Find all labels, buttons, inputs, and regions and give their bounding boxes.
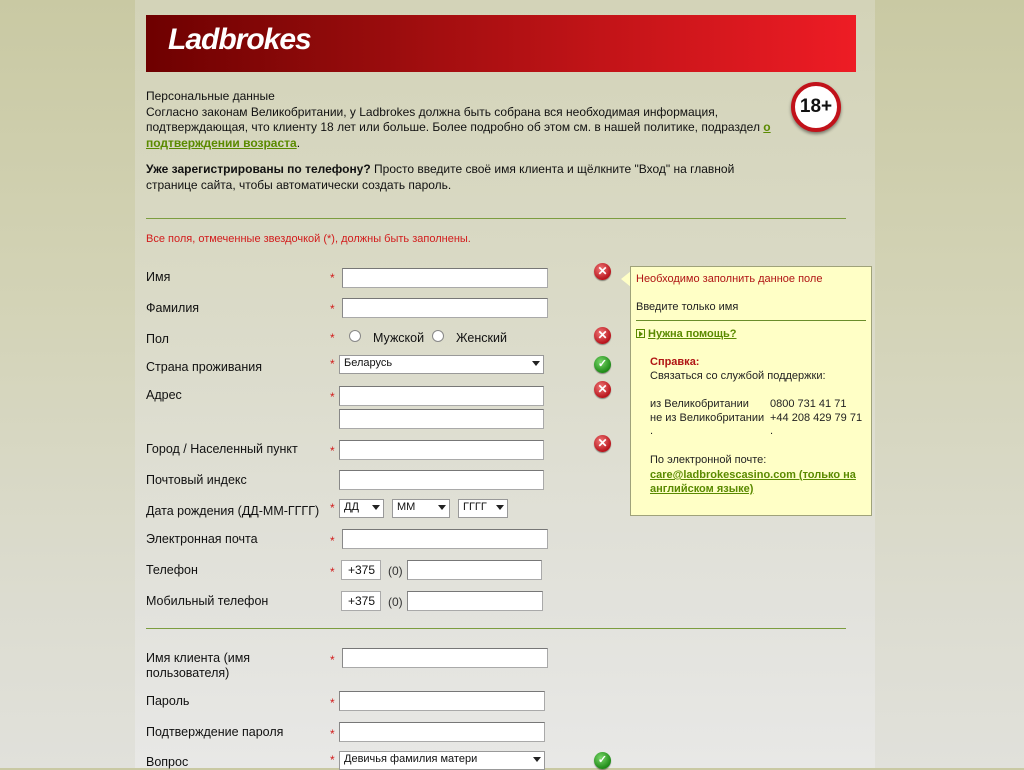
ladbrokes-logo[interactable]: Ladbrokes bbox=[168, 23, 311, 56]
help-nonuk-label: не из Великобритании bbox=[650, 412, 765, 424]
required-star: * bbox=[330, 390, 335, 404]
username-label: Имя клиента (имя пользователя) bbox=[146, 651, 251, 680]
chevron-down-icon bbox=[438, 505, 446, 510]
chevron-down-icon bbox=[532, 361, 540, 366]
phone-registered-text: Просто введите своё имя клиента и щёлкните "Вход" на главной странице сайта, чтобы автоматически создать пароль. bbox=[146, 162, 735, 192]
postcode-label: Почтовый индекс bbox=[146, 473, 247, 487]
help-panel: Необходимо заполнить данное поле Введите только имя Нужна помощь? Справка: Связаться со службой поддержки: из Великобритании 0800 731 41 71 не из Великобритании +44 208 429 79 71 . . По электронной почте: care@ladbrokescasino.com (только на английском языке) bbox=[630, 266, 872, 516]
intro-heading: Персональные данные bbox=[146, 89, 275, 103]
address-line1-input[interactable] bbox=[339, 386, 544, 406]
last-name-input[interactable] bbox=[342, 298, 548, 318]
gender-male-label[interactable]: Мужской bbox=[373, 331, 425, 345]
question-select-value: Девичья фамилия матери bbox=[344, 753, 478, 765]
required-star: * bbox=[330, 534, 335, 548]
intro-paragraph: Согласно законам Великобритании, у Ladbrokes должна быть собрана вся необходимая информация, подтверждающая, что клиенту 18 лет или больше. Более подробно об этом см. в нашей политике, подраздел bbox=[146, 104, 764, 134]
mobile-label: Мобильный телефон bbox=[146, 594, 269, 608]
checkmark-icon: ✓ bbox=[594, 752, 611, 769]
dob-day-select[interactable]: ДД bbox=[339, 499, 384, 518]
mobile-prefix: +375 bbox=[341, 591, 381, 611]
phone-label: Телефон bbox=[146, 563, 198, 577]
mobile-zero: (0) bbox=[388, 595, 403, 609]
password-label: Пароль bbox=[146, 694, 190, 708]
error-icon: ✕ bbox=[594, 381, 611, 398]
required-star: * bbox=[330, 501, 335, 515]
question-select[interactable] bbox=[339, 751, 545, 770]
need-help-link[interactable]: Нужна помощь? bbox=[636, 328, 737, 340]
country-select-value: Беларусь bbox=[344, 357, 393, 369]
required-star: * bbox=[330, 302, 335, 316]
required-star: * bbox=[330, 357, 335, 371]
first-name-input[interactable] bbox=[342, 268, 548, 288]
required-star: * bbox=[330, 331, 335, 345]
password-input[interactable] bbox=[339, 691, 545, 711]
help-uk-label: из Великобритании bbox=[650, 398, 749, 410]
gender-female-label[interactable]: Женский bbox=[456, 331, 507, 345]
question-label: Вопрос bbox=[146, 755, 189, 769]
required-star: * bbox=[330, 727, 335, 741]
error-icon: ✕ bbox=[594, 435, 611, 452]
city-label: Город / Населенный пункт bbox=[146, 442, 298, 456]
help-nonuk-phone: +44 208 429 79 71 bbox=[770, 412, 863, 424]
email-input[interactable] bbox=[342, 529, 548, 549]
address-label: Адрес bbox=[146, 388, 182, 402]
postcode-input[interactable] bbox=[339, 470, 544, 490]
gender-male-radio[interactable] bbox=[349, 330, 361, 342]
required-star: * bbox=[330, 653, 335, 667]
dob-month-select[interactable]: ММ bbox=[392, 499, 450, 518]
error-icon: ✕ bbox=[594, 263, 611, 280]
support-email-link[interactable]: care@ladbrokescasino.com (только на английском языке) bbox=[650, 469, 856, 495]
email-label: Электронная почта bbox=[146, 532, 258, 546]
divider bbox=[146, 628, 846, 629]
checkmark-icon: ✓ bbox=[594, 356, 611, 373]
expand-arrow-icon bbox=[636, 329, 645, 338]
divider bbox=[146, 218, 846, 219]
required-star: * bbox=[330, 696, 335, 710]
required-fields-note: Все поля, отмеченные звездочкой (*), должны быть заполнены. bbox=[146, 233, 471, 245]
required-star: * bbox=[330, 753, 335, 767]
help-email-label: По электронной почте: bbox=[650, 454, 767, 466]
city-input[interactable] bbox=[339, 440, 544, 460]
chevron-down-icon bbox=[496, 505, 504, 510]
phone-registered-heading: Уже зарегистрированы по телефону? bbox=[146, 162, 371, 176]
age-verification-link[interactable]: о подтверждении возраста bbox=[146, 120, 771, 150]
mobile-input[interactable] bbox=[407, 591, 543, 611]
required-star: * bbox=[330, 271, 335, 285]
help-contact-text: Связаться со службой поддержки: bbox=[650, 370, 826, 382]
phone-zero: (0) bbox=[388, 564, 403, 578]
error-icon: ✕ bbox=[594, 327, 611, 344]
last-name-label: Фамилия bbox=[146, 301, 200, 315]
password-confirm-label: Подтверждение пароля bbox=[146, 725, 284, 739]
dob-year-select[interactable]: ГГГГ bbox=[458, 499, 508, 518]
header-banner bbox=[146, 15, 856, 72]
help-divider bbox=[636, 320, 866, 321]
help-title: Справка: bbox=[650, 356, 700, 368]
country-label: Страна проживания bbox=[146, 360, 262, 374]
country-select[interactable] bbox=[339, 355, 544, 374]
dob-label: Дата рождения (ДД-ММ-ГГГГ) bbox=[146, 504, 320, 518]
chevron-down-icon bbox=[533, 757, 541, 762]
password-confirm-input[interactable] bbox=[339, 722, 545, 742]
phone-prefix: +375 bbox=[341, 560, 381, 580]
required-star: * bbox=[330, 444, 335, 458]
age-18-badge: 18+ bbox=[791, 82, 841, 132]
chevron-down-icon bbox=[372, 505, 380, 510]
username-input[interactable] bbox=[342, 648, 548, 668]
phone-input[interactable] bbox=[407, 560, 542, 580]
help-hint-text: Введите только имя bbox=[636, 301, 739, 313]
gender-label: Пол bbox=[146, 332, 169, 346]
help-error-text: Необходимо заполнить данное поле bbox=[636, 273, 823, 285]
address-line2-input[interactable] bbox=[339, 409, 544, 429]
first-name-label: Имя bbox=[146, 270, 171, 284]
gender-female-radio[interactable] bbox=[432, 330, 444, 342]
intro-text: Персональные данные Согласно законам Великобритании, у Ladbrokes должна быть собрана вся необходимая информация, подтверждающая, что клиенту 18 лет или больше. Более подробно об этом см. в нашей политике, подраздел о подтверждении возраста. Уже зарегистрированы по телефону? Просто введите своё имя клиента и щёлкните "Вход" на главной странице сайта, чтобы автоматически создать пароль. bbox=[146, 89, 786, 204]
required-star: * bbox=[330, 565, 335, 579]
help-uk-phone: 0800 731 41 71 bbox=[770, 398, 847, 410]
